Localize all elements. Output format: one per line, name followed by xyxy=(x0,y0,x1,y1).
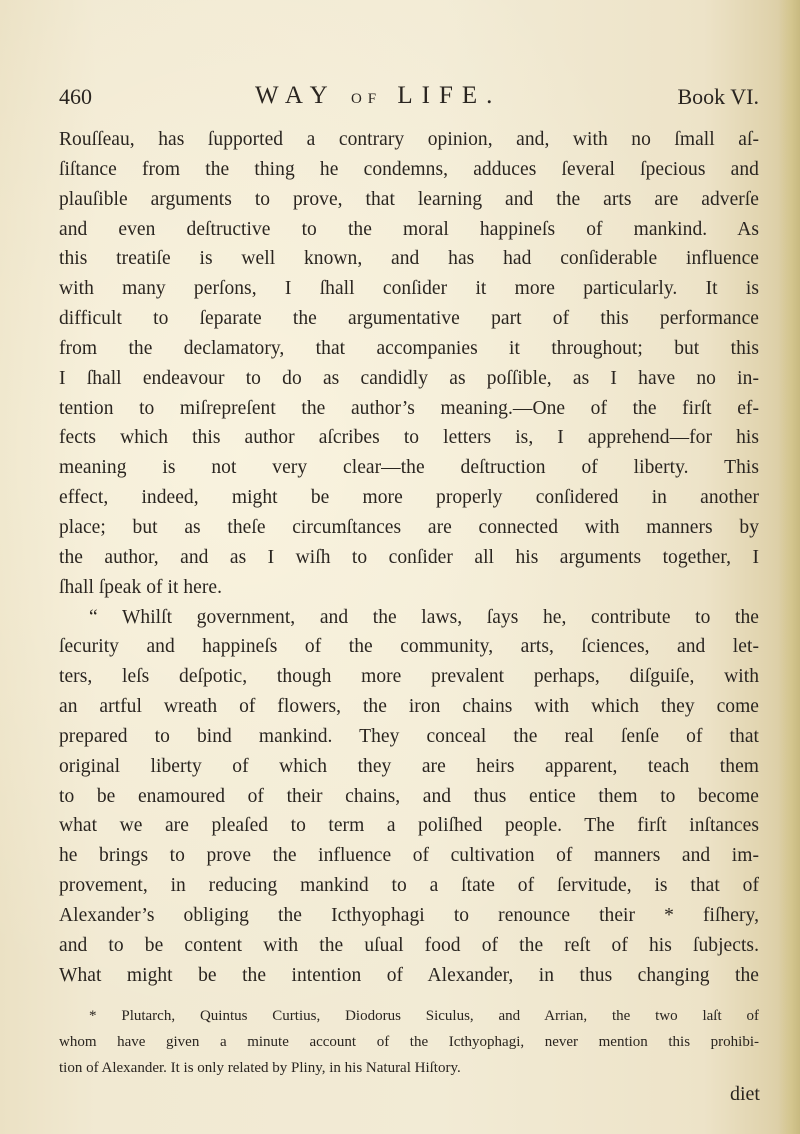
body-line: ſhall ſpeak of it here. xyxy=(59,576,223,598)
body-line: Rouſſeau, has ſupported a contrary opinion, and, with no ſmall aſ- xyxy=(59,129,759,150)
body-line: ters, leſs deſpotic, though more prevalent perhaps, diſguiſe, with xyxy=(59,666,759,688)
running-title-life: LIFE. xyxy=(397,82,502,109)
body-line: with many perſons, I ſhall conſider it more particularly. It is xyxy=(59,278,759,300)
body-line: I ſhall endeavour to do as candidly as poſſible, as I have no in- xyxy=(59,367,759,389)
body-line: “ Whilſt government, and the laws, ſays he, contribute to the xyxy=(89,606,759,628)
running-head xyxy=(59,84,759,118)
page-edge-shadow xyxy=(778,0,800,1134)
body-line: difficult to ſeparate the argumentative part of this performance xyxy=(59,308,759,330)
body-line: an artful wreath of flowers, the iron chains with which they come xyxy=(59,696,759,718)
body-line: what we are pleaſed to term a poliſhed people. The firſt inſtances xyxy=(59,815,759,837)
running-title-of: OF xyxy=(350,91,383,107)
body-line: this treatiſe is well known, and has had conſiderable influence xyxy=(59,248,759,270)
body-line: original liberty of which they are heirs apparent, teach them xyxy=(59,755,759,777)
body-line: from the declamatory, that accompanies it throughout; but this xyxy=(59,337,759,359)
body-line: What might be the intention of Alexander, in thus changing the xyxy=(59,964,759,986)
book-label: Book VI. xyxy=(677,84,759,109)
body-text xyxy=(59,125,759,990)
page-number: 460 xyxy=(59,84,92,109)
body-line: tention to miſrepreſent the author’s meaning.—One of the firſt ef- xyxy=(59,397,759,419)
running-title-way: WAY xyxy=(255,82,336,109)
catchword: diet xyxy=(730,1083,760,1105)
body-line: fects which this author aſcribes to letters is, I apprehend—for his xyxy=(59,427,759,449)
body-line: Alexander’s obliging the Icthyophagi to renounce their * fiſhery, xyxy=(59,904,759,926)
body-line: and to be content with the uſual food of the reſt of his ſubjects. xyxy=(59,934,759,956)
footnote xyxy=(59,1003,759,1081)
body-line: he brings to prove the influence of cultivation of manners and im- xyxy=(59,845,759,867)
footnote-line: * Plutarch, Quintus Curtius, Diodorus Siculus, and Arrian, the two laſt of xyxy=(89,1008,759,1024)
running-title xyxy=(255,82,501,110)
body-line: ſiſtance from the thing he condemns, adduces ſeveral ſpecious and xyxy=(59,158,759,180)
body-line: meaning is not very clear—the deſtruction of liberty. This xyxy=(59,457,759,479)
body-line: plauſible arguments to prove, that learning and the arts are adverſe xyxy=(59,188,759,210)
body-line: to be enamoured of their chains, and thus entice them to become xyxy=(59,785,759,807)
footnote-line: whom have given a minute account of the Icthyophagi, never mention this prohibi- xyxy=(59,1034,759,1050)
body-line: place; but as theſe circumſtances are connected with manners by xyxy=(59,516,759,538)
body-line: effect, indeed, might be more properly conſidered in another xyxy=(59,487,759,509)
body-line: and even deſtructive to the moral happineſs of mankind. As xyxy=(59,218,759,240)
body-line: provement, in reducing mankind to a ſtate of ſervitude, is that of xyxy=(59,875,759,897)
body-line: the author, and as I wiſh to conſider all his arguments together, I xyxy=(59,546,759,568)
footnote-line: tion of Alexander. It is only related by Pliny, in his Natural Hiſtory. xyxy=(59,1060,461,1076)
body-line: prepared to bind mankind. They conceal the real ſenſe of that xyxy=(59,725,759,747)
body-line: ſecurity and happineſs of the community, arts, ſciences, and let- xyxy=(59,636,759,658)
